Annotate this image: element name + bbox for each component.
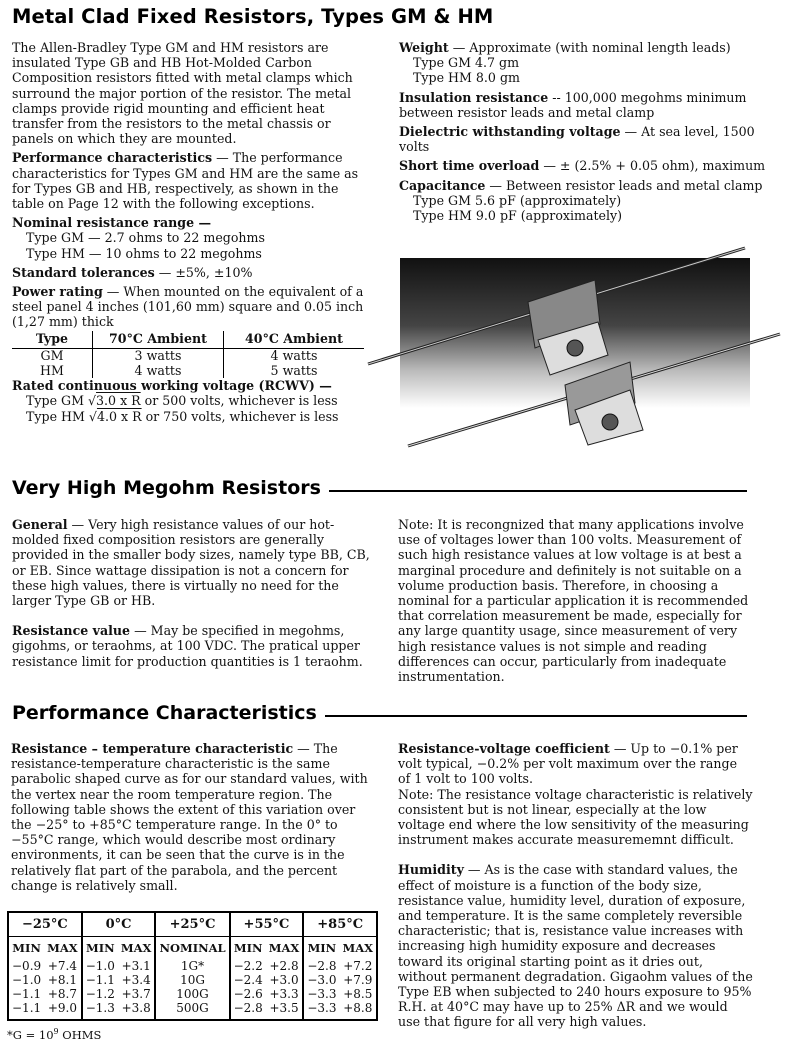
dielectric: Dielectric withstanding voltage — At sea level, 1500 volts — [399, 124, 755, 155]
rv-coefficient: Resistance-voltage coefficient — Up to −0.1% per volt typical, −0.2% per volt maximum over the range of 1 volt to 100 volts. — [398, 741, 738, 787]
nominal-range-hm: Type HM — 10 ohms to 22 megohms — [26, 245, 262, 261]
humidity: Humidity — As is the case with standard values, the effect of moisture is a function of the body size, resistance value, humidity level, duration of exposure, and temperature. It is the same completely reversible characteristic; that is, resistance value increases with increasing high humidity exposure and decreases toward its original starting point as it dries out, without permanent degradation. Gigaohm values of the Type EB when subjected to 240 hours exposure to 95% R.H. at 40°C may have up to 25% ΔR and we would use that figure for all very high values. — [398, 862, 753, 1030]
nominal-range: Nominal resistance range — Type GM — 2.7 ohms to 22 megohms Type HM — 10 ohms to 22 megohms — [12, 215, 367, 261]
col-header: 40°C Ambient — [224, 331, 365, 349]
rcwv-hm: Type HM √4.0 x R or 750 volts, whichever is less — [26, 408, 339, 424]
table-row: −0.9 +7.4 −1.0 +3.1 1G* −2.2 +2.8 −2.8 +7.2 — [12, 959, 373, 973]
rcwv: Rated continuous working voltage (RCWV) — Type GM √3.0 x R or 500 volts, whichever is less Type HM √4.0 x R or 750 volts, whichever is less — [12, 378, 367, 424]
table-row: −1.0 +8.1 −1.1 +3.4 10G −2.4 +3.0 −3.0 +7.9 — [12, 973, 373, 987]
col-header: Type — [12, 331, 93, 349]
right-column-top — [399, 40, 784, 223]
performance-label: Performance characteristics — [12, 150, 213, 166]
vhm-note: Note: It is recongnized that many applications involve use of voltages lower than 100 volts. Measurement of such high resistance values at low voltage is at best a marginal procedure and definitely is not suitable on a volume production basis. Therefore, in choosing a nominal for a particular application it is recommended that correlation measurement be made, especially for any large quantity usage, since measurement of very high resistance values is not simple and reading differences can occur, particularly from inadequate instrumentation. — [398, 517, 749, 685]
perf-right — [398, 741, 753, 1030]
rt-characteristic: Resistance – temperature characteristic — The resistance-temperature characteristic is the same parabolic shaped curve as for our standard values, with the vertex near the room temperature region. The following table shows the extent of this variation over the −25° to +85°C temperature range. In the 0° to −55°C range, which would describe most ordinary environments, it can be seen that the curve is in the relatively flat part of the parabola, and the percent change is relatively small. — [11, 741, 368, 893]
intro-paragraph: The Allen-Bradley Type GM and HM resistors are insulated Type GB and HB Hot-Molded Carbon Composition resistors fitted with metal clamps which surround the major portion of the resistor. The metal clamps provide rigid mounting and efficient heat transfer from the resistors to the metal chassis or panels on which they are mounted. — [12, 40, 353, 147]
col-header: 70°C Ambient — [93, 331, 224, 349]
vhm-general: General — Very high resistance values of our hot-molded fixed composition resistors are generally provided in the smaller body sizes, namely type BB, CB, or EB. Since wattage dissipation is not a concern for these high values, there is virtually no need for the larger Type GB or HB. — [12, 517, 370, 609]
vhm-resistance: Resistance value — May be specified in megohms, gigohms, or teraohms, at 100 VDC. The pratical upper resistance limit for production quantities is 1 teraohm. — [12, 623, 363, 669]
table-footnote: $*G = 10^9$ OHMS — [7, 1027, 102, 1042]
page-title: Metal Clad Fixed Resistors, Types GM & HM — [12, 5, 494, 28]
section-title-vhm: Very High Megohm Resistors — [12, 481, 747, 496]
section-title-perf: Performance Characteristics — [12, 706, 747, 721]
weight: Weight — Approximate (with nominal length leads) Type GM 4.7 gm Type HM 8.0 gm — [399, 40, 731, 86]
resistor-image-icon — [360, 240, 797, 460]
nominal-range-gm: Type GM — 2.7 ohms to 22 megohms — [26, 230, 265, 246]
perf-left — [11, 741, 369, 893]
vhm-right — [398, 517, 753, 684]
table-row: GM 3 watts 4 watts — [12, 349, 364, 364]
left-column-top — [12, 40, 367, 424]
temp-table-wrap — [7, 911, 378, 1043]
capacitance: Capacitance — Between resistor leads and metal clamp Type GM 5.6 pF (approximately) Type HM 9.0 pF (approximately) — [399, 177, 763, 224]
power-rating-table — [12, 331, 364, 379]
section-rule — [325, 715, 747, 717]
resistor-photo — [360, 240, 797, 460]
tolerances: Standard tolerances — ±5%, ±10% — [12, 264, 253, 280]
vhm-left — [12, 517, 372, 669]
rv-note: Note: The resistance voltage characteristic is relatively consistent but is not linear, especially at the low voltage end where the low sensitivity of the measuring instrument makes accurate measurememnt difficult. — [398, 786, 753, 848]
table-row: −1.1 +8.7 −1.2 +3.7 100G −2.6 +3.3 −3.3 +8.5 — [12, 987, 373, 1001]
overload: Short time overload — ± (2.5% + 0.05 ohm), maximum — [399, 158, 766, 174]
performance-paragraph: Performance characteristics — The performance characteristics for Types GM and HM are the same as for Types GB and HB, respectively, as shown in the table on Page 12 with the following exceptions. — [12, 150, 359, 212]
temperature-table: −25°C 0°C +25°C +55°C +85°C MIN MAX MIN MAX NOMINAL MIN MAX MIN MAX −0.9 +7.4 −1.0 +3.1 1G* −2.2 +2.8 −2.8 +7.2 −1.0 +8.1 −1.1 +3.4 10G −2.4 +3.0 −3.0 +7.9 −1.1 +8.7 −1.2 +3.7 100G −2.6 +3.3 −3.3 +8.5 −1.1 +9.0 −1.3 +3.8 500G −2.8 +3.5 −3.3 +8.8 — [7, 911, 378, 1021]
table-row: HM 4 watts 5 watts — [12, 364, 364, 379]
section-rule — [329, 490, 747, 492]
insulation: Insulation resistance -- 100,000 megohms minimum between resistor leads and metal clamp — [399, 89, 747, 120]
table-row: −1.1 +9.0 −1.3 +3.8 500G −2.8 +3.5 −3.3 +8.8 — [8, 1001, 377, 1020]
rcwv-gm: Type GM √3.0 x R or 500 volts, whichever is less — [26, 393, 338, 409]
power-rating: Power rating — When mounted on the equivalent of a steel panel 4 inches (101,60 mm) square and 0.05 inch (1,27 mm) thick — [12, 284, 364, 330]
